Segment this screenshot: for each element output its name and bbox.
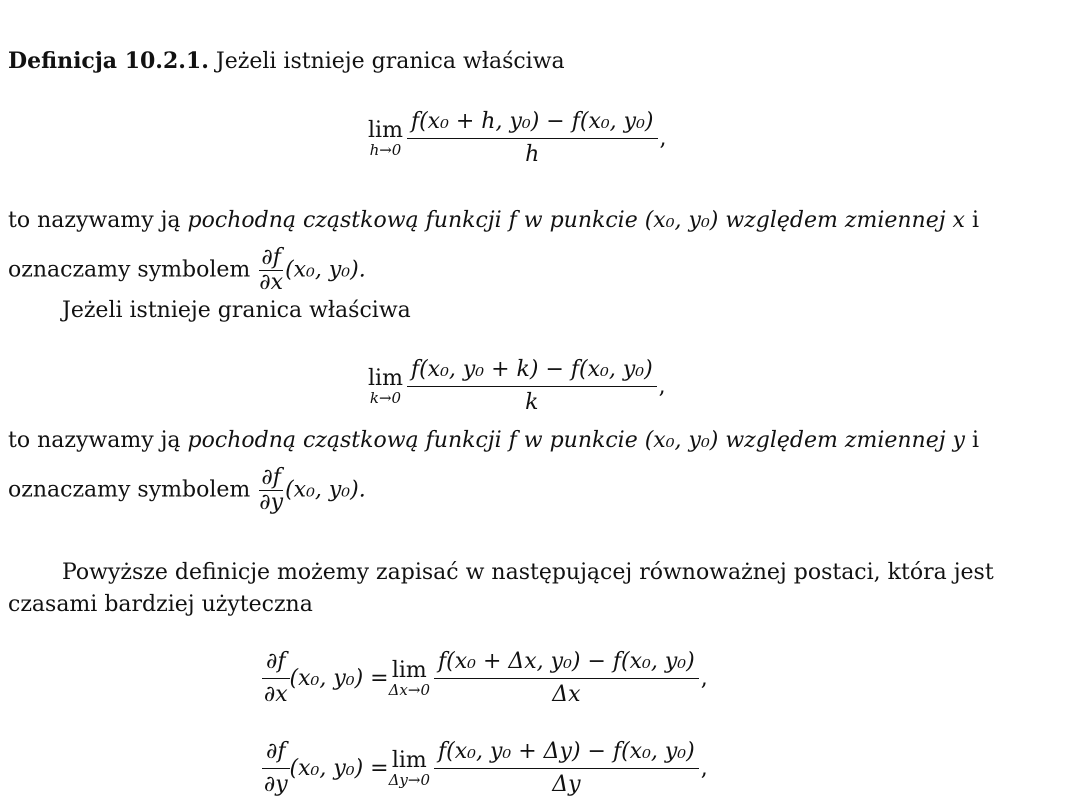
- formula-partial-y-delta: $\frac{\partial f}{\partial y}$ (x₀, y₀) = lim Δy→0 $\frac{\text{f(x₀, y₀ + Δy) − f(x₀, y₀)}}{\Delta y}$ ,: [263, 739, 708, 797]
- partial-y-symbol: $\frac{\partial f}{\partial y}$: [259, 465, 284, 515]
- formula-limit-k: lim k→0 $\frac{\text{f(x₀, y₀ + k) − f(x₀, y₀)}}{k}$ ,: [368, 357, 666, 415]
- paragraph-symbol-x: oznaczamy symbolem $\frac{\partial f}{\partial x}$ (x₀, y₀).: [8, 245, 366, 295]
- limit-operator: lim h→0: [368, 117, 403, 159]
- difference-quotient: $\frac{\text{f(x₀, y₀ + Δy) − f(x₀, y₀)}}{\Delta y}$: [434, 738, 699, 799]
- limit-operator: lim Δx→0: [388, 657, 430, 699]
- limit-operator: lim Δy→0: [388, 747, 431, 789]
- limit-operator: lim k→0: [368, 365, 403, 407]
- lhs-partial-y: $\frac{\partial f}{\partial y}$: [263, 739, 288, 797]
- difference-quotient: $\frac{\text{f(x₀ + Δx, y₀) − f(x₀, y₀)}}{\Delta x}$: [434, 648, 699, 709]
- paragraph-partial-x: to nazywamy ją pochodną cząstkową funkcji f w punkcie (x₀, y₀) względem zmiennej x i: [8, 208, 979, 233]
- paragraph-symbol-y: oznaczamy symbolem $\frac{\partial f}{\partial y}$ (x₀, y₀).: [8, 465, 366, 515]
- partial-x-symbol: $\frac{\partial f}{\partial x}$: [259, 245, 284, 295]
- difference-quotient: $\frac{\text{f(x₀ + h, y₀) − f(x₀, y₀)}}{h}$: [407, 108, 658, 169]
- intro-second-limit: Jeżeli istnieje granica właściwa: [62, 298, 411, 323]
- difference-quotient: $\frac{\text{f(x₀, y₀ + k) − f(x₀, y₀)}}{k}$: [407, 356, 657, 417]
- paragraph-equivalent-line2: czasami bardziej użyteczna: [8, 592, 313, 617]
- paragraph-partial-y: to nazywamy ją pochodną cząstkową funkcji f w punkcie (x₀, y₀) względem zmiennej y i: [8, 428, 980, 453]
- term-partial-derivative: pochodną cząstkową funkcji f w punkcie: [187, 208, 645, 233]
- definition-intro: Jeżeli istnieje granica właściwa: [208, 49, 565, 74]
- formula-limit-h: lim h→0 $\frac{\text{f(x₀ + h, y₀) − f(x₀, y₀)}}{h}$ ,: [368, 109, 667, 167]
- term-partial-derivative: pochodną cząstkową funkcji f w punkcie: [187, 428, 645, 453]
- formula-partial-x-delta: $\frac{\partial f}{\partial x}$ (x₀, y₀) = lim Δx→0 $\frac{\text{f(x₀ + Δx, y₀) − f(x₀, y₀)}}{\Delta x}$ ,: [263, 649, 708, 707]
- paragraph-equivalent-line1: Powyższe definicje możemy zapisać w następującej równoważnej postaci, która jest: [62, 560, 994, 585]
- definition-label: Definicja 10.2.1.: [8, 48, 209, 74]
- lhs-partial-x: $\frac{\partial f}{\partial x}$: [263, 649, 288, 707]
- definition-line: [8, 48, 565, 75]
